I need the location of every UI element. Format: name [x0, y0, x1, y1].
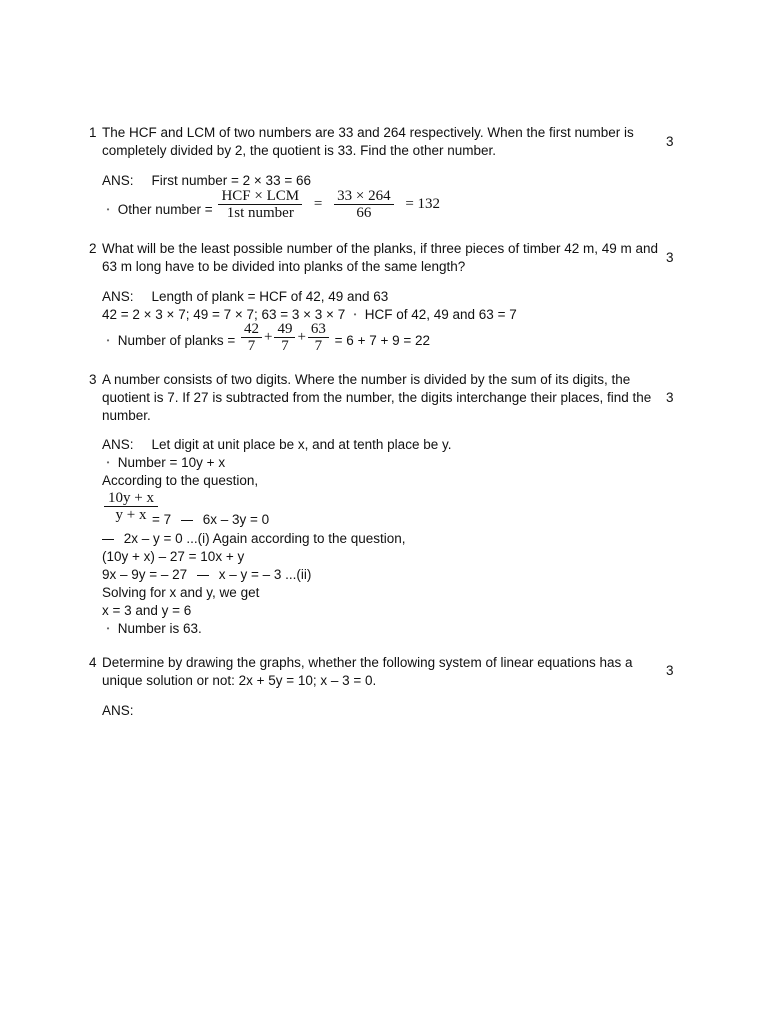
therefore-icon: •: [353, 310, 357, 320]
question-text: The HCF and LCM of two numbers are 33 and 264 respectively. When the first number is completely divided by 2, the quotient is 33. Find the other number.: [102, 125, 634, 158]
answer-line: Let digit at unit place be x, and at tenth place be y.: [151, 437, 452, 452]
question-3: [89, 371, 689, 425]
answer-1: [102, 172, 682, 228]
question-number: 1: [89, 125, 97, 140]
answer-line: First number = 2 × 33 = 66: [151, 173, 311, 188]
answer-line: According to the question,: [102, 473, 259, 488]
question-1: [89, 124, 689, 160]
fraction: [308, 321, 329, 354]
fraction-denominator: 7: [281, 337, 289, 354]
answer-line: = 7: [152, 512, 172, 527]
fraction-numerator: HCF × LCM: [218, 188, 302, 205]
question-marks: 3: [666, 250, 674, 265]
answer-label: ANS:: [102, 703, 134, 718]
fraction-numerator: 63: [308, 321, 329, 338]
fraction-numerator: 49: [274, 321, 295, 338]
fraction: [218, 188, 302, 221]
answer-line: Other number =: [117, 202, 213, 217]
answer-line: HCF of 42, 49 and 63 = 7: [364, 307, 517, 322]
fraction-numerator: 33 × 264: [334, 188, 393, 205]
plus-sign: +: [297, 329, 306, 345]
question-marks: 3: [666, 390, 674, 405]
fraction-denominator: 7: [314, 337, 323, 354]
question-2: [89, 240, 689, 276]
plus-sign: +: [263, 329, 273, 345]
question-marks: 3: [666, 663, 674, 678]
therefore-icon: •: [106, 336, 110, 346]
answer-label: ANS:: [102, 173, 134, 188]
question-marks: 3: [666, 134, 674, 149]
equals-sign: =: [313, 196, 323, 212]
fraction-denominator: 7: [247, 337, 256, 354]
implies-arrow-icon: [181, 520, 193, 521]
answer-4: [102, 702, 682, 720]
implies-arrow-icon: [102, 539, 114, 540]
fraction: [274, 321, 295, 354]
therefore-icon: •: [106, 205, 110, 215]
answer-line: Number is 63.: [117, 621, 202, 636]
fraction: [104, 490, 158, 523]
fraction-denominator: y + x: [115, 507, 147, 523]
answer-2: [102, 288, 682, 358]
fraction-denominator: 66: [356, 204, 372, 221]
answer-line: Length of plank = HCF of 42, 49 and 63: [151, 289, 389, 304]
question-number: 2: [89, 241, 97, 256]
answer-3: [102, 436, 682, 638]
therefore-icon: •: [106, 458, 110, 468]
answer-label: ANS:: [102, 289, 134, 304]
answer-line: x = 3 and y = 6: [102, 603, 192, 618]
answer-result: = 6 + 7 + 9 = 22: [334, 333, 431, 348]
answer-line: Number = 10y + x: [117, 455, 226, 470]
implies-arrow-icon: [197, 575, 209, 576]
question-text: A number consists of two digits. Where the number is divided by the sum of its digits, the quotient is 7. If 27 is subtracted from the number, the digits interchange their places, find the number.: [102, 372, 652, 423]
answer-label: ANS:: [102, 437, 134, 452]
question-text: Determine by drawing the graphs, whether the following system of linear equations has a unique solution or not: 2x + 5y = 10; x – 3 = 0.: [102, 655, 633, 688]
therefore-icon: •: [106, 624, 110, 634]
answer-line: 42 = 2 × 3 × 7; 49 = 7 × 7; 63 = 3 × 3 × 7: [102, 307, 346, 322]
answer-line: 9x – 9y = – 27: [102, 567, 188, 582]
answer-line: 6x – 3y = 0: [202, 512, 270, 527]
question-number: 4: [89, 655, 97, 670]
question-number: 3: [89, 372, 97, 387]
answer-line: Number of planks =: [117, 333, 236, 348]
fraction-numerator: 42: [241, 321, 262, 338]
question-text: What will be the least possible number of the planks, if three pieces of timber 42 m, 49 m and 63 m long have to be divided into planks of the same length?: [102, 241, 659, 274]
answer-line: Solving for x and y, we get: [102, 585, 260, 600]
answer-result: = 132: [405, 196, 441, 212]
fraction: [241, 321, 262, 354]
fraction-numerator: 10y + x: [104, 490, 158, 507]
answer-line: 2x – y = 0 ...(i) Again according to the question,: [123, 531, 406, 546]
answer-line: x – y = – 3 ...(ii): [218, 567, 312, 582]
answer-line: (10y + x) – 27 = 10x + y: [102, 549, 245, 564]
question-4: [89, 654, 689, 690]
fraction-denominator: 1st number: [226, 204, 294, 221]
fraction: [334, 188, 393, 221]
